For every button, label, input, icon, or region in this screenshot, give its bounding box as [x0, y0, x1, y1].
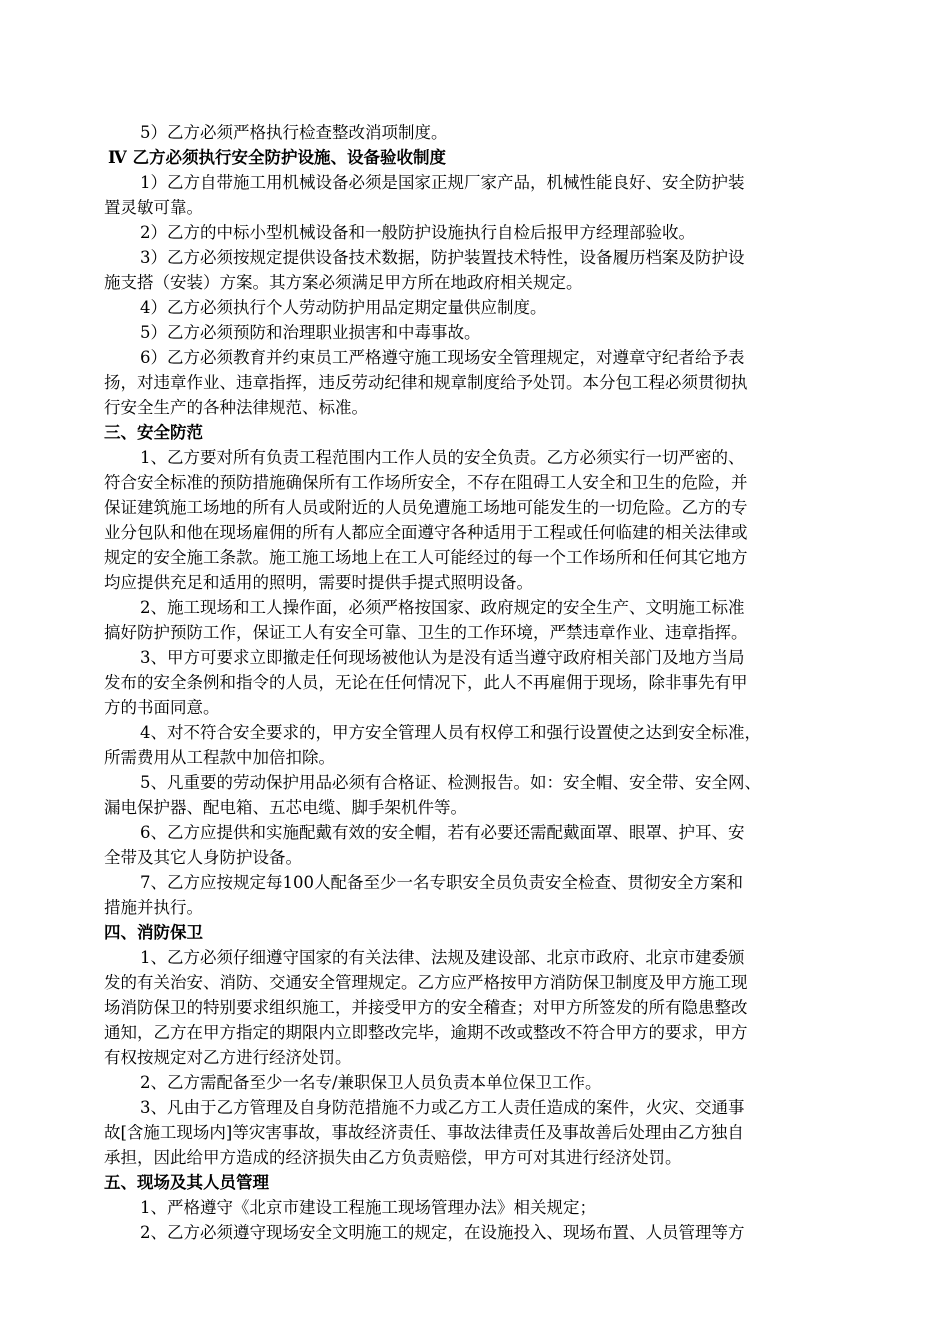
paragraph-line: 行安全生产的各种法律规范、标准。 — [104, 398, 368, 417]
paragraph-line: 3）乙方必须按规定提供设备技术数据，防护装置技术特性，设备履历档案及防护设 — [140, 248, 745, 267]
paragraph-line: 扬，对违章作业、违章指挥，违反劳动纪律和规章制度给予处罚。本分包工程必须贯彻执 — [104, 373, 748, 392]
paragraph-line: 1、乙方要对所有负责工程范围内工作人员的安全负责。乙方必须实行一切严密的、 — [140, 448, 745, 467]
paragraph-line: 6）乙方必须教育并约束员工严格遵守施工现场安全管理规定，对遵章守纪者给予表 — [140, 348, 745, 367]
paragraph-line: 保证建筑施工场地的所有人员或附近的人员免遭施工场地可能发生的一切危险。乙方的专 — [104, 498, 748, 517]
document-page — [104, 120, 856, 1245]
section-heading: 五、现场及其人员管理 — [104, 1173, 269, 1192]
paragraph-line: 4、对不符合安全要求的，甲方安全管理人员有权停工和强行设置使之达到安全标准， — [140, 723, 761, 742]
paragraph-line: 搞好防护预防工作，保证工人有安全可靠、卫生的工作环境，严禁违章作业、违章指挥。 — [104, 623, 748, 642]
paragraph-line: 承担，因此给甲方造成的经济损失由乙方负责赔偿，甲方可对其进行经济处罚。 — [104, 1148, 682, 1167]
section-heading: 三、安全防范 — [104, 423, 203, 442]
paragraph-line: 故[含施工现场内]等灾害事故，事故经济责任、事故法律责任及事故善后处理由乙方独自 — [104, 1123, 744, 1142]
paragraph-line: 有权按规定对乙方进行经济处罚。 — [104, 1048, 352, 1067]
paragraph-line: 发的有关治安、消防、交通安全管理规定。乙方应严格按甲方消防保卫制度及甲方施工现 — [104, 973, 748, 992]
paragraph-line: 7、乙方应按规定每100人配备至少一名专职安全员负责安全检查、贯彻安全方案和 — [140, 873, 743, 892]
paragraph-line: 措施并执行。 — [104, 898, 203, 917]
paragraph-line: 5、凡重要的劳动保护用品必须有合格证、检测报告。如：安全帽、安全带、安全网、 — [140, 773, 761, 792]
paragraph-line: 6、乙方应提供和实施配戴有效的安全帽，若有必要还需配戴面罩、眼罩、护耳、安 — [140, 823, 745, 842]
section-heading: 四、消防保卫 — [104, 923, 203, 942]
section-heading: Ⅳ 乙方必须执行安全防护设施、设备验收制度 — [108, 148, 446, 167]
paragraph-line: 业分包队和他在现场雇佣的所有人都应全面遵守各种适用于工程或任何临建的相关法律或 — [104, 523, 748, 542]
paragraph-line: 通知，乙方在甲方指定的期限内立即整改完毕，逾期不改或整改不符合甲方的要求，甲方 — [104, 1023, 748, 1042]
paragraph-line: 2、乙方必须遵守现场安全文明施工的规定，在设施投入、现场布置、人员管理等方 — [140, 1223, 745, 1242]
paragraph-line: 场消防保卫的特别要求组织施工，并接受甲方的安全稽查；对甲方所签发的所有隐患整改 — [104, 998, 748, 1017]
paragraph-line: 5）乙方必须严格执行检查整改消项制度。 — [140, 123, 448, 142]
paragraph-line: 2）乙方的中标小型机械设备和一般防护设施执行自检后报甲方经理部验收。 — [140, 223, 695, 242]
paragraph-line: 5）乙方必须预防和治理职业损害和中毒事故。 — [140, 323, 481, 342]
paragraph-line: 符合安全标准的预防措施确保所有工作场所安全，不存在阻碍工人安全和卫生的危险，并 — [104, 473, 748, 492]
paragraph-line: 1、严格遵守《北京市建设工程施工现场管理办法》相关规定； — [140, 1198, 596, 1217]
paragraph-line: 方的书面同意。 — [104, 698, 220, 717]
paragraph-line: 1）乙方自带施工用机械设备必须是国家正规厂家产品，机械性能良好、安全防护装 — [140, 173, 745, 192]
paragraph-line: 漏电保护器、配电箱、五芯电缆、脚手架机件等。 — [104, 798, 467, 817]
paragraph-line: 所需费用从工程款中加倍扣除。 — [104, 748, 335, 767]
paragraph-line: 3、凡由于乙方管理及自身防范措施不力或乙方工人责任造成的案件，火灾、交通事 — [140, 1098, 745, 1117]
paragraph-line: 规定的安全施工条款。施工施工场地上在工人可能经过的每一个工作场所和任何其它地方 — [104, 548, 748, 567]
paragraph-line: 均应提供充足和适用的照明，需要时提供手提式照明设备。 — [104, 573, 533, 592]
paragraph-line: 3、甲方可要求立即撤走任何现场被他认为是没有适当遵守政府相关部门及地方当局 — [140, 648, 745, 667]
paragraph-line: 全带及其它人身防护设备。 — [104, 848, 302, 867]
paragraph-line: 置灵敏可靠。 — [104, 198, 203, 217]
paragraph-line: 2、施工现场和工人操作面，必须严格按国家、政府规定的安全生产、文明施工标准 — [140, 598, 745, 617]
paragraph-line: 2、乙方需配备至少一名专/兼职保卫人员负责本单位保卫工作。 — [140, 1073, 602, 1092]
paragraph-line: 施支搭（安装）方案。其方案必须满足甲方所在地政府相关规定。 — [104, 273, 583, 292]
paragraph-line: 1、乙方必须仔细遵守国家的有关法律、法规及建设部、北京市政府、北京市建委颁 — [140, 948, 745, 967]
paragraph-line: 发布的安全条例和指令的人员，无论在任何情况下，此人不再雇佣于现场，除非事先有甲 — [104, 673, 748, 692]
paragraph-line: 4）乙方必须执行个人劳动防护用品定期定量供应制度。 — [140, 298, 547, 317]
